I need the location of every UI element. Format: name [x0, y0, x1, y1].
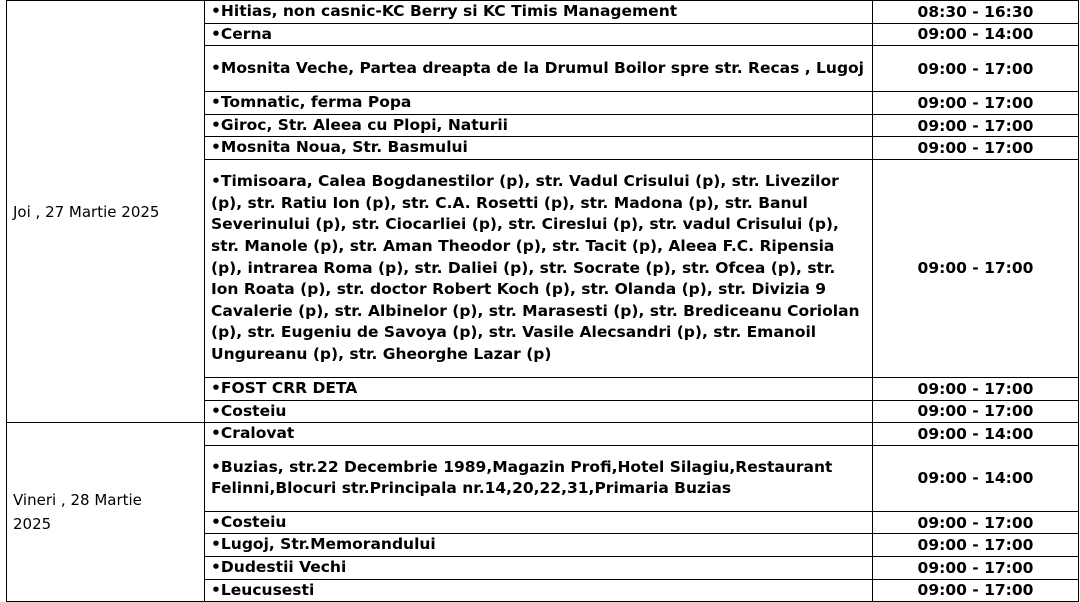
- location-cell: •Leucusesti: [205, 579, 873, 602]
- time-cell: 09:00 - 14:00: [873, 423, 1079, 446]
- time-cell: 09:00 - 17:00: [873, 377, 1079, 400]
- location-cell: •Lugoj, Str.Memorandului: [205, 534, 873, 557]
- location-text: Tomnatic, ferma Popa: [220, 93, 412, 112]
- location-text: Mosnita Noua, Str. Basmului: [220, 138, 468, 157]
- time-cell: 08:30 - 16:30: [873, 1, 1079, 24]
- location-cell: •Tomnatic, ferma Popa: [205, 92, 873, 115]
- time-cell: 09:00 - 17:00: [873, 46, 1079, 92]
- table-row: [7, 423, 1079, 446]
- location-text: Hitias, non casnic-KC Berry si KC Timis Management: [220, 2, 678, 20]
- day-cell: [7, 423, 205, 602]
- location-cell: •Mosnita Veche, Partea dreapta de la Drumul Boilor spre str. Recas , Lugoj: [205, 46, 873, 92]
- time-cell: 09:00 - 17:00: [873, 579, 1079, 602]
- day-label: Vineri , 28 Martie 2025: [13, 491, 142, 534]
- location-text: Giroc, Str. Aleea cu Plopi, Naturii: [220, 115, 508, 134]
- location-text: Cralovat: [220, 424, 295, 443]
- location-cell: •Costeiu: [205, 511, 873, 534]
- location-text: Buzias, str.22 Decembrie 1989,Magazin Profi,Hotel Silagiu,Restaurant Felinni,Blocuri str.Principala nr.14,20,22,31,Primaria Buzias: [211, 457, 833, 498]
- time-cell: 09:00 - 17:00: [873, 556, 1079, 579]
- time-cell: 09:00 - 17:00: [873, 92, 1079, 115]
- location-text: Costeiu: [220, 512, 287, 531]
- time-cell: 09:00 - 17:00: [873, 511, 1079, 534]
- time-cell: 09:00 - 17:00: [873, 400, 1079, 423]
- time-cell: 09:00 - 17:00: [873, 534, 1079, 557]
- location-cell: •Giroc, Str. Aleea cu Plopi, Naturii: [205, 114, 873, 137]
- location-text: Dudestii Vechi: [220, 557, 347, 576]
- location-cell: •Cralovat: [205, 423, 873, 446]
- location-cell: •Hitias, non casnic-KC Berry si KC Timis Management: [205, 1, 873, 24]
- location-cell: •Cerna: [205, 23, 873, 46]
- location-cell: •FOST CRR DETA: [205, 377, 873, 400]
- location-cell: •Costeiu: [205, 400, 873, 423]
- day-label: Joi , 27 Martie 2025: [13, 202, 160, 221]
- location-text: Leucusesti: [220, 580, 315, 599]
- location-cell: •Buzias, str.22 Decembrie 1989,Magazin Profi,Hotel Silagiu,Restaurant Felinni,Blocuri str.Principala nr.14,20,22,31,Primaria Buzias: [205, 445, 873, 511]
- location-text: Costeiu: [220, 401, 287, 420]
- time-cell: 09:00 - 17:00: [873, 114, 1079, 137]
- location-cell: •Timisoara, Calea Bogdanestilor (p), str. Vadul Crisului (p), str. Livezilor (p), str. Ratiu Ion (p), str. C.A. Rosetti (p), str. Madona (p), str. Banul Severinului (p), str. Ciocarliei (p), str. Cireslui (p), str. vadul Crisului (p), str. Manole (p), str. Aman Theodor (p), str. Tacit (p), Aleea F.C. Ripensia (p), intrarea Roma (p), str. Daliei (p), str. Socrate (p), str. Ofcea (p), str. Ion Roata (p), str. doctor Robert Koch (p), str. Olanda (p), str. Divizia 9 Cavalerie (p), str. Albinelor (p), str. Marasesti (p), str. Brediceanu Coriolan (p), str. Eugeniu de Savoya (p), str. Vasile Alecsandri (p), str. Emanoil Ungureanu (p), str. Gheorghe Lazar (p): [205, 159, 873, 377]
- location-text: Lugoj, Str.Memorandului: [220, 535, 436, 554]
- location-cell: •Mosnita Noua, Str. Basmului: [205, 137, 873, 160]
- location-cell: •Dudestii Vechi: [205, 556, 873, 579]
- outage-schedule-table: [6, 0, 1079, 602]
- table-row: [7, 1, 1079, 24]
- location-text: Timisoara, Calea Bogdanestilor (p), str. Vadul Crisului (p), str. Livezilor (p), str. Ratiu Ion (p), str. C.A. Rosetti (p), str. Madona (p), str. Banul Severinului (p), str. Ciocarliei (p), str. Cireslui (p), str. vadul Crisului (p), str. Manole (p), str. Aman Theodor (p), str. Tacit (p), Aleea F.C. Ripensia (p), intrarea Roma (p), str. Daliei (p), str. Socrate (p), str. Ofcea (p), str. Ion Roata (p), str. doctor Robert Koch (p), str. Olanda (p), str. Divizia 9 Cavalerie (p), str. Albinelor (p), str. Marasesti (p), str. Brediceanu Coriolan (p), str. Eugeniu de Savoya (p), str. Vasile Alecsandri (p), str. Emanoil Ungureanu (p), str. Gheorghe Lazar (p): [211, 172, 860, 364]
- location-text: Cerna: [220, 24, 272, 43]
- time-cell: 09:00 - 14:00: [873, 23, 1079, 46]
- location-text: FOST CRR DETA: [220, 378, 358, 397]
- day-cell: [7, 1, 205, 423]
- time-cell: 09:00 - 14:00: [873, 445, 1079, 511]
- time-cell: 09:00 - 17:00: [873, 137, 1079, 160]
- location-text: Mosnita Veche, Partea dreapta de la Drumul Boilor spre str. Recas , Lugoj: [220, 58, 864, 77]
- time-cell: 09:00 - 17:00: [873, 159, 1079, 377]
